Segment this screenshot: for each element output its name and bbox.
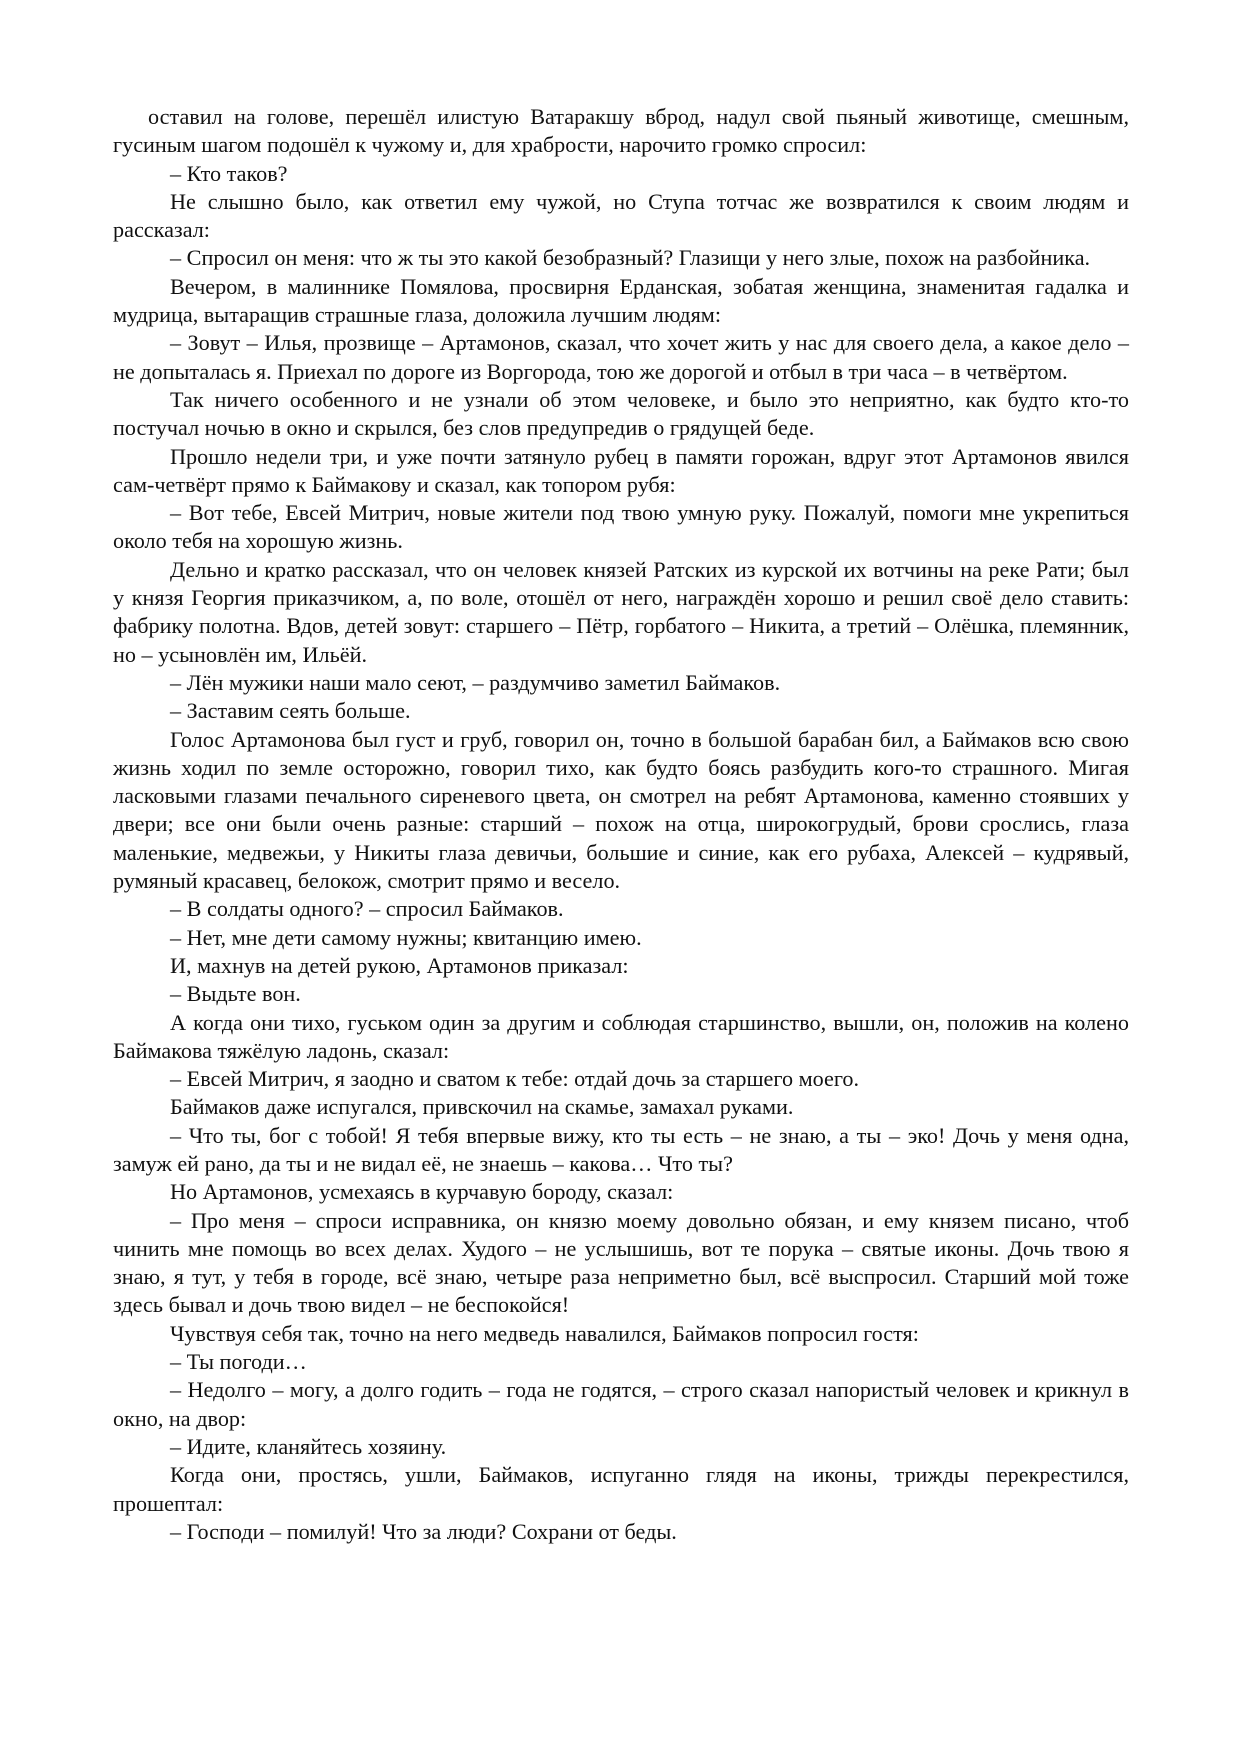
paragraph: – В солдаты одного? – спросил Баймаков. [170, 896, 564, 922]
paragraph: Вечером, в малиннике Помялова, просвирня Ерданская, зобатая женщина, знаменитая гадалка и мудрица, вытаращив страшные глаза, доложила лучшим людям: [113, 273, 1129, 328]
paragraph: – Лён мужики наши мало сеют, – раздумчиво заметил Баймаков. [170, 669, 781, 695]
paragraph: – Вот тебе, Евсей Митрич, новые жители под твою умную руку. Пожалуй, помоги мне укрепиться около тебя на хорошую жизнь. [113, 500, 1129, 554]
paragraph: – Что ты, бог с тобой! Я тебя впервые вижу, кто ты есть – не знаю, а ты – эко! Дочь у меня одна, замуж ей рано, да ты и не видал её, не знаешь – какова… Что ты? [113, 1122, 1129, 1176]
paragraph: Чувствуя себя так, точно на него медведь навалился, Баймаков попросил гостя: [170, 1320, 919, 1346]
paragraph: Но Артамонов, усмехаясь в курчавую бороду, сказал: [170, 1179, 674, 1205]
document-page [113, 103, 1129, 1546]
paragraph: Дельно и кратко рассказал, что он человек князей Ратских из курской их вотчины на реке Рати; был у князя Георгия приказчиком, а, по воле, отошёл от него, награждён хорошо и решил своё дело ставить: фабрику полотна. Вдов, детей зовут: старшего – Пётр, горбатого – Никита, а третий – Олёшка, племянник, но – усыновлён им, Ильёй. [113, 556, 1129, 667]
paragraph: – Ты погоди… [170, 1349, 307, 1375]
paragraph: – Недолго – могу, а долго годить – года не годятся, – строго сказал напористый человек и крикнул в окно, на двор: [113, 1377, 1129, 1431]
paragraph: Прошло недели три, и уже почти затянуло рубец в памяти горожан, вдруг этот Артамонов явился сам-четвёрт прямо к Баймакову и сказал, как топором рубя: [113, 443, 1129, 497]
paragraph: Когда они, простясь, ушли, Баймаков, испуганно глядя на иконы, трижды перекрестился, прошептал: [113, 1462, 1129, 1516]
paragraph: – Выдьте вон. [170, 981, 301, 1007]
paragraph: оставил на голове, перешёл илистую Ватаракшу вброд, надул свой пьяный животище, смешным, гусиным шагом подошёл к чужому и, для храбрости, нарочито громко спросил: [113, 104, 1129, 158]
paragraph: – Спросил он меня: что ж ты это какой безобразный? Глазищи у него злые, похож на разбойника. [170, 245, 1091, 271]
paragraph: Баймаков даже испугался, привскочил на скамье, замахал руками. [170, 1094, 794, 1120]
paragraph: Так ничего особенного и не узнали об этом человеке, и было это неприятно, как будто кто-то постучал ночью в окно и скрылся, без слов предупредив о грядущей беде. [113, 386, 1129, 441]
paragraph: – Кто таков? [170, 160, 288, 186]
paragraph: – Идите, кланяйтесь хозяину. [170, 1433, 447, 1459]
paragraph: Голос Артамонова был густ и груб, говорил он, точно в большой барабан бил, а Баймаков всю свою жизнь ходил по земле осторожно, говорил тихо, как будто боясь разбудить кого-то страшного. Мигая ласковыми глазами печального сиреневого цвета, он смотрел на ребят Артамонова, каменно стоявших у двери; все они были очень разные: старший – похож на отца, широкогрудый, брови срослись, глаза маленькие, медвежьи, у Никиты глаза девичьи, большие и синие, как его рубаха, Алексей – кудрявый, румяный красавец, белокож, смотрит прямо и весело. [113, 726, 1129, 894]
paragraph: – Зовут – Илья, прозвище – Артамонов, сказал, что хочет жить у нас для своего дела, а какое дело – не допыталась я. Приехал по дороге из Воргорода, тою же дорогой и отбыл в три часа – в четвёртом. [113, 330, 1129, 384]
paragraph: Не слышно было, как ответил ему чужой, но Ступа тотчас же возвратился к своим людям и рассказал: [113, 188, 1129, 243]
paragraph: – Нет, мне дети самому нужны; квитанцию имею. [170, 924, 642, 950]
paragraph: А когда они тихо, гуськом один за другим и соблюдая старшинство, вышли, он, положив на колено Баймакова тяжёлую ладонь, сказал: [113, 1009, 1129, 1063]
paragraph: – Господи – помилуй! Что за люди? Сохрани от беды. [170, 1518, 677, 1544]
paragraph: И, махнув на детей рукою, Артамонов приказал: [170, 952, 629, 978]
paragraph: – Евсей Митрич, я заодно и сватом к тебе: отдай дочь за старшего моего. [170, 1066, 860, 1092]
paragraph: – Заставим сеять больше. [170, 698, 411, 724]
paragraph: – Про меня – спроси исправника, он князю моему довольно обязан, и ему князем писано, чтоб чинить мне помощь во всех делах. Худого – не услышишь, вот те порука – святые иконы. Дочь твою я знаю, я тут, у тебя в городе, всё знаю, четыре раза неприметно был, всё выспросил. Старший мой тоже здесь бывал и дочь твою видел – не беспокойся! [113, 1207, 1129, 1318]
